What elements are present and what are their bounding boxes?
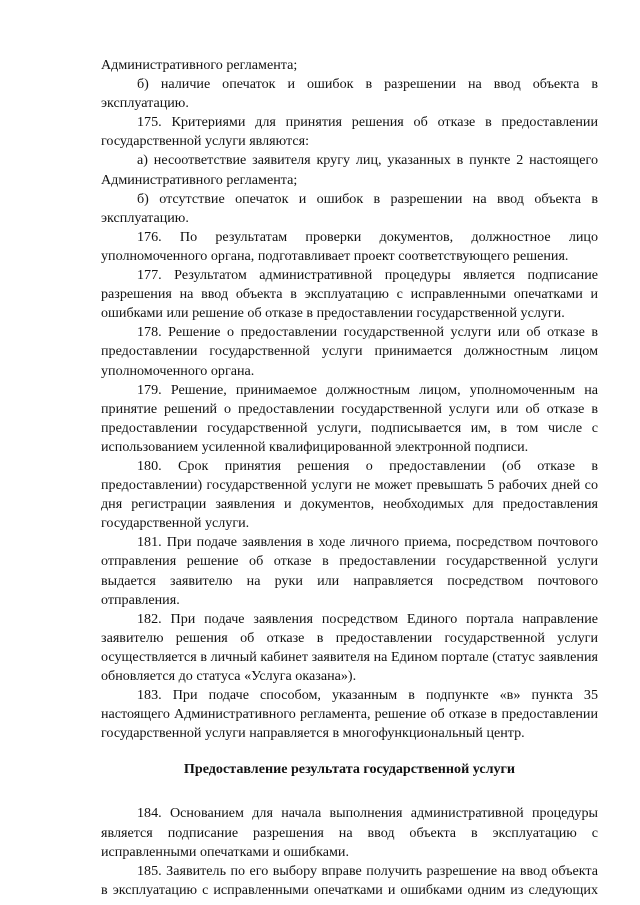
paragraph-180: 180. Срок принятия решения о предоставлении (об отказе в предоставлении) государственной услуги не может превышать 5 рабочих дней со дня регистрации заявления и документов, необходимых для предоставления государственной услуги. xyxy=(101,457,598,532)
paragraph-183: 183. При подаче способом, указанным в подпункте «в» пункта 35 настоящего Административного регламента, решение об отказе в предоставлении государственной услуги направляется в многофункциональный центр. xyxy=(101,687,598,742)
paragraph-182: 182. При подаче заявления посредством Единого портала направление заявителю решения об отказе в предоставлении государственной услуги осуществляется в личный кабинет заявителя на Едином портале (статус заявления обновляется до статуса «Услуга оказана»). xyxy=(101,610,598,684)
paragraph-181: 181. При подаче заявления в ходе личного приема, посредством почтового отправления решение об отказе в предоставлении государственной услуги выдается заявителю на руки или направляется посредством почтового отправления. xyxy=(101,534,598,608)
paragraph-178: 178. Решение о предоставлении государственной услуги или об отказе в предоставлении государственной услуги принимается должностным лицом уполномоченного органа. xyxy=(101,324,598,379)
paragraph-185: 185. Заявитель по его выбору вправе получить разрешение на ввод объекта в эксплуатацию с исправленными опечатками и ошибками одним из следующих xyxy=(101,862,598,898)
paragraph-184: 184. Основанием для начала выполнения административной процедуры является подписание разрешения на ввод объекта в эксплуатацию с исправленными опечатками и ошибками. xyxy=(101,805,598,860)
paragraph-item-b-2: б) отсутствие опечаток и ошибок в разрешении на ввод объекта в эксплуатацию. xyxy=(101,190,598,226)
paragraph-175: 175. Критериями для принятия решения об отказе в предоставлении государственной услуги являются: xyxy=(101,114,598,150)
paragraph-176: 176. По результатам проверки документов, должностное лицо уполномоченного органа, подготавливает проект соответствующего решения. xyxy=(101,228,598,264)
paragraph-179: 179. Решение, принимаемое должностным лицом, уполномоченным на принятие решений о предоставлении государственной услуги или об отказе в предоставлении государственной услуги, подписывается им, в том числе с использованием усиленной квалифицированной электронной подписи. xyxy=(101,381,598,455)
paragraph-continuation: Административного регламента; xyxy=(101,57,298,73)
paragraph-item-b: б) наличие опечаток и ошибок в разрешении на ввод объекта в эксплуатацию. xyxy=(101,76,598,112)
section-heading: Предоставление результата государственной услуги xyxy=(183,761,516,778)
document-body xyxy=(101,56,598,900)
paragraph-177: 177. Результатом административной процедуры является подписание разрешения на ввод объекта в эксплуатацию с исправленными опечатками и ошибками или решение об отказе в предоставлении государственной услуги. xyxy=(101,267,598,322)
paragraph-item-a: а) несоответствие заявителя кругу лиц, указанных в пункте 2 настоящего Административного регламента; xyxy=(101,152,598,188)
